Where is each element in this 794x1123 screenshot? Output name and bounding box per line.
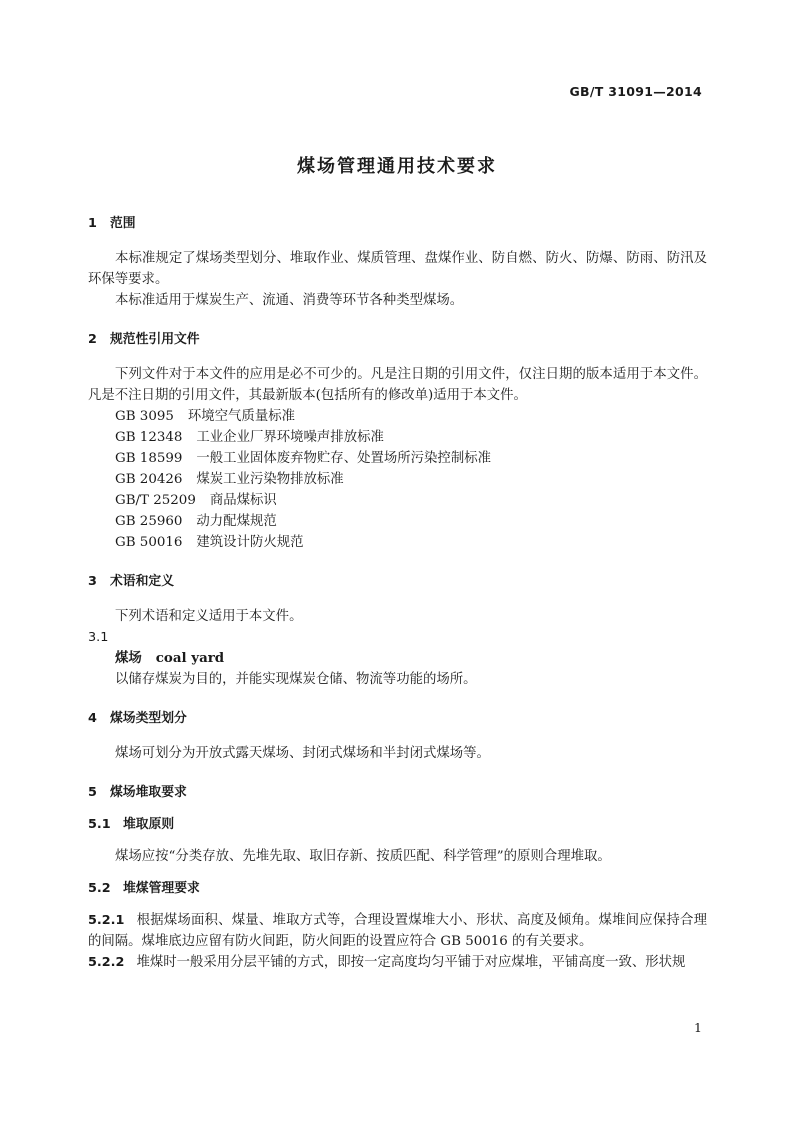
clause-text: 堆煤时一般采用分层平铺的方式，即按一定高度均匀平铺于对应煤堆，平铺高度一致、形状规 bbox=[136, 955, 686, 970]
section-3-heading bbox=[88, 571, 707, 592]
reference-code: GB/T 25209 bbox=[115, 493, 196, 508]
page-title: 煤场管理通用技术要求 bbox=[297, 156, 497, 177]
reference-item bbox=[88, 469, 707, 490]
paragraph: 下列术语和定义适用于本文件。 bbox=[115, 609, 303, 624]
subsection-number: 5.2 bbox=[88, 881, 111, 896]
reference-item bbox=[88, 511, 707, 532]
clause-5-2-1 bbox=[88, 910, 707, 952]
reference-name: 一般工业固体废弃物贮存、处置场所污染控制标准 bbox=[196, 451, 491, 466]
reference-name: 环境空气质量标准 bbox=[187, 409, 295, 424]
section-number: 4 bbox=[88, 711, 97, 726]
section-5-heading bbox=[88, 782, 707, 803]
subsection-number: 5.1 bbox=[88, 817, 111, 832]
subsection-title: 堆煤管理要求 bbox=[123, 881, 200, 896]
paragraph: 煤场可划分为开放式露天煤场、封闭式煤场和半封闭式煤场等。 bbox=[115, 746, 490, 761]
page-number: 1 bbox=[694, 1020, 702, 1035]
section-title: 规范性引用文件 bbox=[110, 332, 200, 347]
clause-text: 根据煤场面积、煤量、堆取方式等，合理设置煤堆大小、形状、高度及倾角。煤堆间应保持合理的间隔。煤堆底边应留有防火间距，防火间距的设置应符合 GB 50016 的有关要求。 bbox=[88, 913, 707, 949]
paragraph: 煤场应按“分类存放、先堆先取、取旧存新、按质匹配、科学管理”的原则合理堆取。 bbox=[115, 849, 611, 864]
section-4-heading bbox=[88, 708, 707, 729]
reference-code: GB 25960 bbox=[115, 514, 183, 529]
paragraph: 本标准规定了煤场类型划分、堆取作业、煤质管理、盘煤作业、防自燃、防火、防爆、防雨、防汛及环保等要求。 bbox=[88, 251, 707, 287]
term-entry bbox=[88, 648, 707, 669]
reference-item bbox=[88, 448, 707, 469]
subsection-5-2-heading bbox=[88, 878, 707, 899]
reference-code: GB 20426 bbox=[115, 472, 183, 487]
reference-code: GB 18599 bbox=[115, 451, 183, 466]
section-2-heading bbox=[88, 329, 707, 350]
section-number: 2 bbox=[88, 332, 97, 347]
clause-5-2-2 bbox=[88, 952, 707, 973]
reference-name: 煤炭工业污染物排放标准 bbox=[196, 472, 344, 487]
reference-code: GB 3095 bbox=[115, 409, 174, 424]
reference-code: GB 50016 bbox=[115, 535, 183, 550]
subsection-title: 堆取原则 bbox=[123, 817, 175, 832]
clause-number: 5.2.1 bbox=[88, 913, 125, 928]
paragraph: 本标准适用于煤炭生产、流通、消费等环节各种类型煤场。 bbox=[115, 293, 464, 308]
reference-name: 商品煤标识 bbox=[209, 493, 277, 508]
standard-code: GB/T 31091—2014 bbox=[569, 84, 702, 99]
reference-item bbox=[88, 427, 707, 448]
document-body bbox=[88, 213, 707, 973]
section-number: 1 bbox=[88, 216, 97, 231]
reference-code: GB 12348 bbox=[115, 430, 183, 445]
reference-item bbox=[88, 490, 707, 511]
section-title: 范围 bbox=[110, 216, 136, 231]
section-title: 煤场堆取要求 bbox=[110, 785, 187, 800]
subsection-5-1-heading bbox=[88, 814, 707, 835]
term-english: coal yard bbox=[155, 650, 225, 666]
section-number: 3 bbox=[88, 574, 97, 589]
term-chinese: 煤场 bbox=[115, 651, 142, 666]
reference-name: 动力配煤规范 bbox=[196, 514, 277, 529]
reference-item bbox=[88, 406, 707, 427]
section-number: 5 bbox=[88, 785, 97, 800]
term-number: 3.1 bbox=[88, 630, 109, 645]
reference-name: 建筑设计防火规范 bbox=[196, 535, 304, 550]
section-1-heading bbox=[88, 213, 707, 234]
term-definition: 以储存煤炭为目的，并能实现煤炭仓储、物流等功能的场所。 bbox=[115, 672, 477, 687]
paragraph: 下列文件对于本文件的应用是必不可少的。凡是注日期的引用文件，仅注日期的版本适用于本文件。凡是不注日期的引用文件，其最新版本(包括所有的修改单)适用于本文件。 bbox=[88, 367, 707, 403]
reference-name: 工业企业厂界环境噪声排放标准 bbox=[196, 430, 384, 445]
clause-number: 5.2.2 bbox=[88, 955, 125, 970]
section-title: 术语和定义 bbox=[110, 574, 174, 589]
section-title: 煤场类型划分 bbox=[110, 711, 187, 726]
reference-item bbox=[88, 532, 707, 553]
